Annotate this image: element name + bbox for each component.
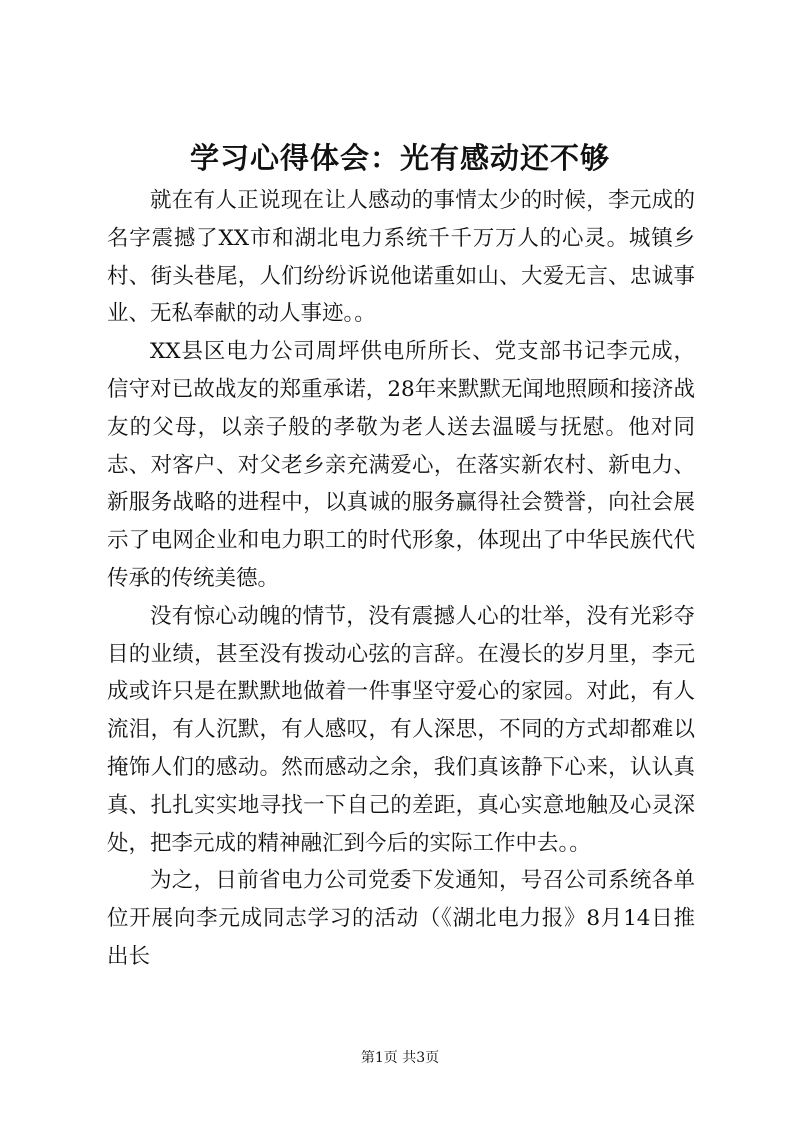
document-body bbox=[107, 182, 695, 976]
paragraph-2: XX县区电力公司周坪供电所所长、党支部书记李元成，信守对已故战友的郑重承诺，28年来默默无闻地照顾和接济战友的父母，以亲子般的孝敬为老人送去温暖与抚慰。他对同志、对客户、对父老乡亲充满爱心，在落实新农村、新电力、新服务战略的进程中，以真诚的服务赢得社会赞誉，向社会展示了电网企业和电力职工的时代形象，体现出了中华民族代代传承的传统美德。 bbox=[107, 339, 695, 591]
paragraph-4: 为之，日前省电力公司党委下发通知，号召公司系统各单位开展向李元成同志学习的活动（《湖北电力报》8月14日推出长 bbox=[107, 868, 695, 969]
page-footer: 第1页 共3页 bbox=[360, 1050, 440, 1066]
paragraph-3: 没有惊心动魄的情节，没有震撼人心的壮举，没有光彩夺目的业绩，甚至没有拨动心弦的言辞。在漫长的岁月里，李元成或许只是在默默地做着一件事坚守爱心的家园。对此，有人流泪，有人沉默，有人感叹，有人深思，不同的方式却都难以掩饰人们的感动。然而感动之余，我们真该静下心来，认认真真、扎扎实实地寻找一下自己的差距，真心实意地触及心灵深处，把李元成的精神融汇到今后的实际工作中去。。 bbox=[107, 603, 695, 856]
document-title: 学习心得体会：光有感动还不够 bbox=[189, 141, 610, 175]
paragraph-1: 就在有人正说现在让人感动的事情太少的时候，李元成的名字震撼了XX市和湖北电力系统千千万万人的心灵。城镇乡村、街头巷尾，人们纷纷诉说他诺重如山、大爱无言、忠诚事业、无私奉献的动人事迹。。 bbox=[107, 188, 695, 327]
